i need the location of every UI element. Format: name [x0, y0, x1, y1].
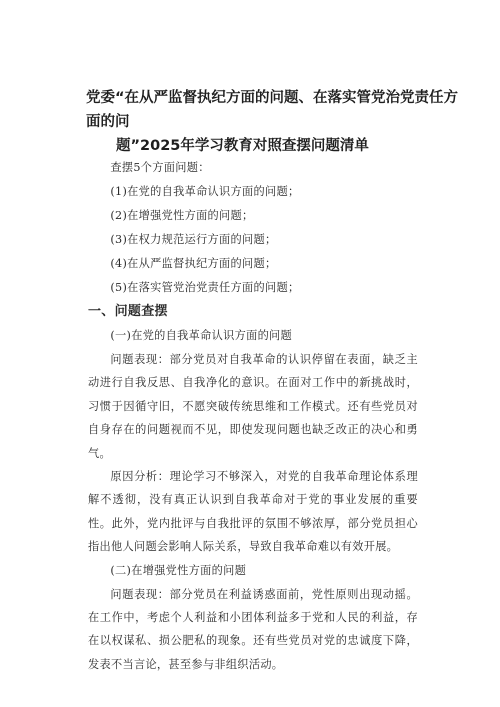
- problem-item-3: (3)在权力规范运行方面的问题；: [110, 233, 277, 246]
- problem-item-4: (4)在从严监督执纪方面的问题；: [110, 257, 277, 270]
- title-line-2: 题”2025年学习教育对照查摆问题清单: [116, 138, 369, 154]
- subsection-heading-party-spirit: (二)在增强党性方面的问题: [110, 563, 247, 577]
- problem-item-5: (5)在落实管党治党责任方面的问题；: [110, 281, 300, 294]
- paragraph-self-revolution-performance: 问题表现：部分党员对自我革命的认识停留在表面，缺乏主动进行自我反思、自我净化的意识。在面对工作中的新挑战时，习惯于因循守旧，不愿突破传统思维和工作模式。还有些党员对自身存在的问题视而不见，即使发现问题也缺乏改正的决心和勇气。: [88, 353, 418, 460]
- problem-item-1: (1)在党的自我革命认识方面的问题；: [110, 185, 300, 198]
- paragraph-self-revolution-cause: 原因分析：理论学习不够深入，对党的自我革命理论体系理解不透彻，没有真正认识到自我革命对于党的事业发展的重要性。此外，党内批评与自我批评的氛围不够浓厚，部分党员担心指出他人问题会影响人际关系，导致自我革命难以有效开展。: [88, 470, 418, 554]
- intro-text: 查摆5个方面问题：: [110, 161, 210, 174]
- section-heading-problem-review: 一、问题查摆: [88, 304, 168, 319]
- title-line-1: 党委“在从严监督执纪方面的问题、在落实管党治党责任方面的问: [86, 90, 459, 130]
- document-title: [86, 86, 466, 158]
- problem-item-2: (2)在增强党性方面的问题；: [110, 209, 254, 222]
- paragraph-party-spirit-performance: 问题表现：部分党员在利益诱惑面前，党性原则出现动摇。在工作中，考虑个人利益和小团体利益多于党和人民的利益，存在以权谋私、损公肥私的现象。还有些党员对党的忠诚度下降，发表不当言论，甚至参与非组织活动。: [88, 587, 418, 671]
- subsection-heading-self-revolution: (一)在党的自我革命认识方面的问题: [110, 329, 293, 342]
- document-body: [88, 156, 418, 676]
